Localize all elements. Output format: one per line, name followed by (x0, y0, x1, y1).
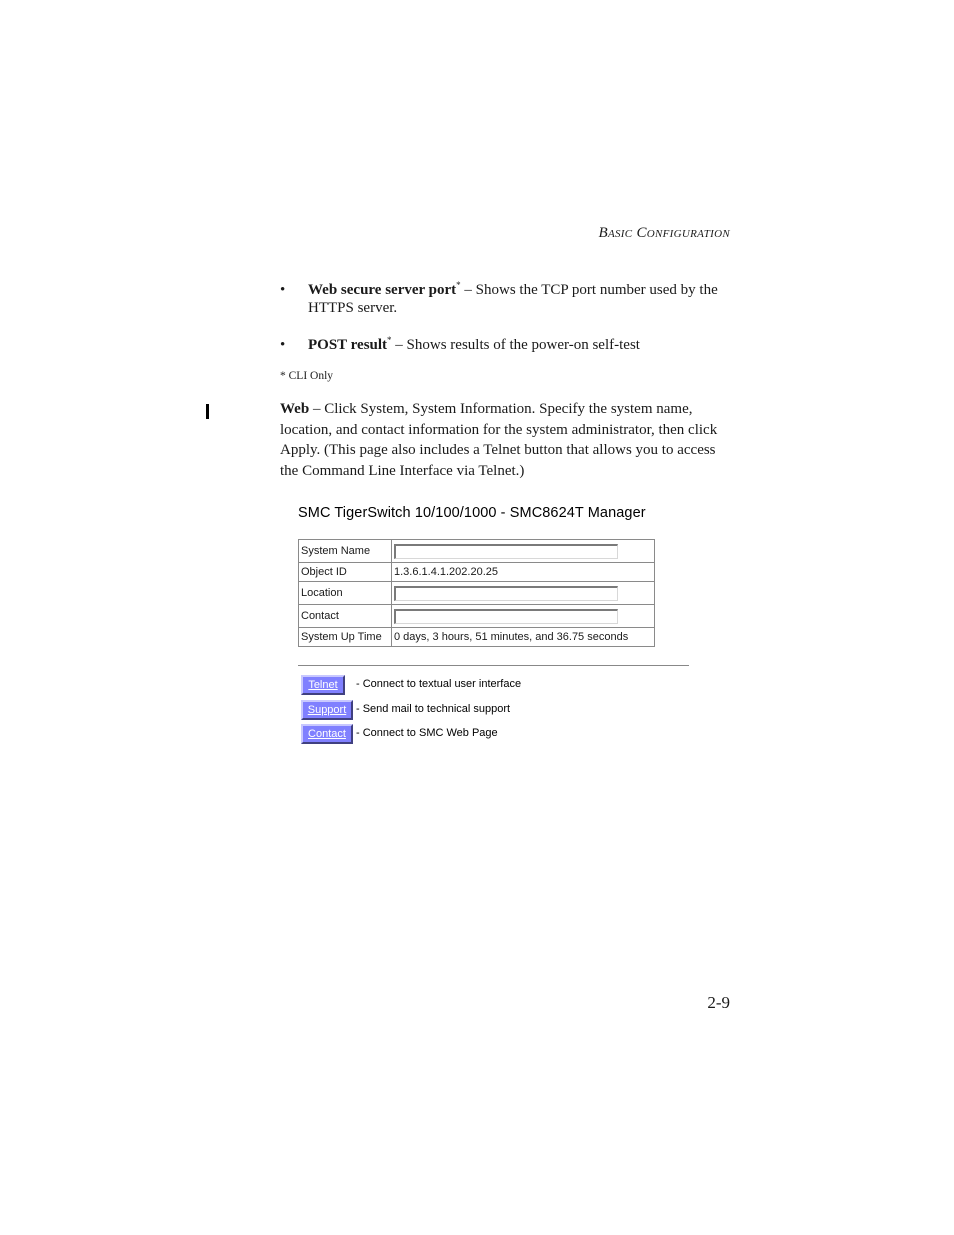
bullet-text (308, 281, 730, 317)
bullet-desc-cont: HTTPS server. (308, 300, 398, 316)
divider (298, 665, 689, 666)
contact-desc: - Connect to SMC Web Page (356, 727, 498, 739)
page-number: 2-9 (707, 993, 730, 1012)
contact-cell (392, 605, 655, 628)
running-header-text: Basic Configuration (598, 225, 730, 241)
para-lead: Web (280, 401, 310, 417)
location-input[interactable] (394, 586, 618, 601)
system-name-cell (392, 540, 655, 563)
uptime-value: 0 days, 3 hours, 51 minutes, and 36.75 seconds (392, 628, 655, 647)
telnet-button[interactable]: Telnet (301, 675, 345, 695)
support-desc: - Send mail to technical support (356, 703, 511, 715)
table-row-system-name (299, 540, 655, 563)
link-row-telnet (301, 675, 561, 695)
table-row-location (299, 582, 655, 605)
telnet-desc: - Connect to textual user interface (356, 678, 522, 690)
footnote-marker: * (456, 280, 461, 290)
bullet-post-result (280, 336, 730, 356)
web-paragraph (280, 399, 732, 481)
bullet-dot: • (280, 282, 286, 298)
footnote: * CLI Only (280, 370, 334, 382)
table-row-uptime (299, 628, 655, 647)
bullet-dot: • (280, 337, 286, 353)
contact-label: Contact (299, 605, 392, 628)
bullet-web-secure-port (280, 281, 730, 321)
support-button[interactable]: Support (301, 700, 353, 720)
table-row-object-id (299, 563, 655, 582)
running-header (560, 225, 730, 242)
link-row-contact (301, 724, 561, 744)
footnote-marker: * (387, 335, 392, 345)
manager-title: SMC TigerSwitch 10/100/1000 - SMC8624T Manager (298, 505, 646, 521)
system-name-input[interactable] (394, 544, 618, 559)
uptime-label: System Up Time (299, 628, 392, 647)
object-id-value: 1.3.6.1.4.1.202.20.25 (392, 563, 655, 582)
bullet-desc: – Shows results of the power-on self-test (395, 337, 640, 353)
contact-input[interactable] (394, 609, 618, 624)
object-id-label: Object ID (299, 563, 392, 582)
system-name-label: System Name (299, 540, 392, 563)
table-row-contact (299, 605, 655, 628)
para-text: – Click System, System Information. Specify the system name, location, and contact information for the system administrator, then click Apply. (This page also includes a Telnet button that allows you to access the Command Line Interface via Telnet.) (280, 401, 718, 479)
bullet-term: Web secure server port (308, 282, 457, 298)
link-row-support (301, 700, 561, 720)
change-bar (206, 404, 209, 419)
bullet-term: POST result (308, 337, 388, 353)
bullet-text (308, 336, 730, 354)
location-cell (392, 582, 655, 605)
bullet-desc: – Shows the TCP port number used by the (464, 282, 718, 298)
location-label: Location (299, 582, 392, 605)
contact-button[interactable]: Contact (301, 724, 353, 744)
system-info-table (298, 539, 655, 647)
